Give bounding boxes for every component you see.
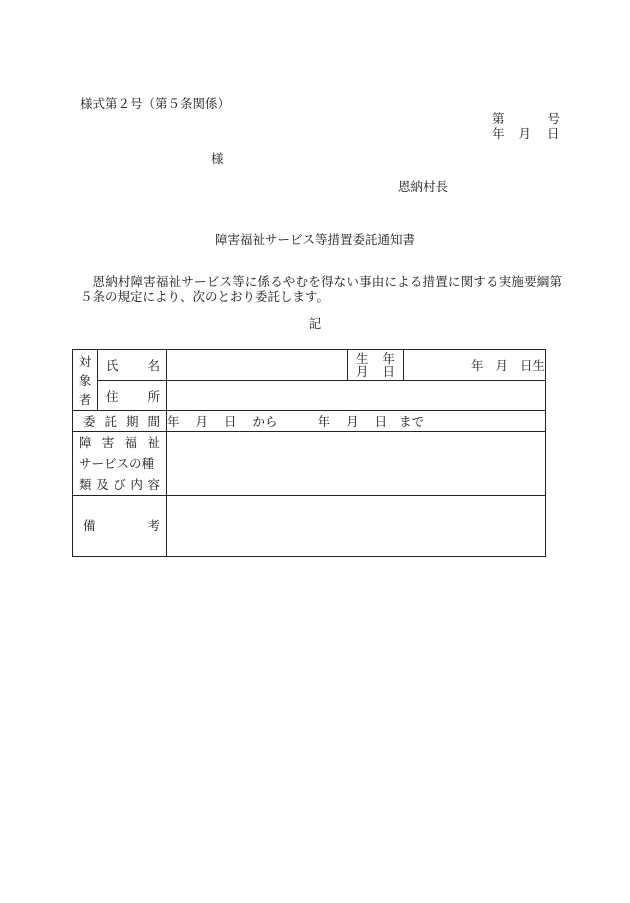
service-label-char: 障 [79, 435, 92, 450]
document-date [492, 128, 560, 141]
period-label-char: 委 [83, 414, 96, 429]
date-month: 月 [518, 126, 532, 141]
period-from: から [252, 414, 278, 429]
service-label-char: 及 [96, 477, 109, 492]
service-label-line2: サービスの種 [79, 456, 155, 471]
service-field[interactable] [167, 432, 546, 496]
service-label-char: 内 [130, 477, 143, 492]
service-row [73, 432, 546, 496]
dob-day: 日生 [519, 358, 545, 373]
period-end-month: 月 [346, 414, 359, 429]
issuer-name: 恩納村長 [398, 179, 449, 194]
service-label-char: 類 [79, 477, 92, 492]
doc-no-prefix: 第 [492, 111, 524, 126]
period-start-month: 月 [195, 414, 209, 429]
remarks-field[interactable] [167, 496, 546, 557]
dob-label-char: 月 [356, 364, 369, 379]
period-end-day: 日 [374, 414, 388, 429]
address-label-char: 所 [147, 388, 160, 404]
period-row [73, 411, 546, 432]
period-label-char: 期 [125, 414, 139, 429]
document-title: 障害福祉サービス等措置委託通知書 [214, 232, 415, 247]
date-year: 年 [492, 126, 505, 141]
period-end-year: 年 [317, 414, 331, 429]
name-label [98, 350, 167, 381]
period-field[interactable] [167, 411, 546, 432]
subject-label [73, 350, 98, 411]
dob-label-char: 日 [382, 364, 395, 379]
address-field[interactable] [167, 381, 546, 411]
period-label [73, 411, 167, 432]
form-number: 様式第２号（第５条関係） [80, 96, 231, 111]
dob-month: 月 [495, 358, 508, 373]
period-label-char: 託 [104, 414, 117, 429]
address-row [73, 381, 546, 411]
name-row [73, 350, 546, 381]
remarks-row [73, 496, 546, 557]
address-label [98, 381, 167, 411]
dob-label [348, 350, 404, 381]
service-label [73, 432, 167, 496]
subject-label-char: 象 [78, 372, 92, 388]
service-label-char: 害 [101, 435, 115, 450]
dob-field[interactable] [404, 350, 546, 381]
doc-no-suffix: 号 [547, 111, 560, 126]
name-label-char: 氏 [106, 358, 119, 373]
service-label-char: 福 [124, 435, 138, 450]
service-label-char: 容 [147, 477, 160, 492]
dob-label-char: 生 [356, 351, 369, 366]
subject-label-char: 対 [78, 353, 92, 369]
details-table [72, 349, 546, 557]
remarks-label-char: 備 [83, 518, 96, 533]
subject-label-char: 者 [78, 391, 92, 407]
address-label-char: 住 [106, 388, 119, 404]
service-label-char: び [113, 477, 126, 492]
date-day: 日 [547, 126, 560, 141]
document-number [492, 113, 560, 126]
period-label-char: 間 [147, 414, 160, 429]
remarks-label [73, 496, 167, 557]
period-until: まで [399, 414, 425, 429]
addressee-suffix: 様 [211, 151, 224, 166]
ki-heading: 記 [308, 316, 322, 331]
name-field[interactable] [167, 350, 348, 381]
name-label-char: 名 [147, 358, 160, 373]
dob-label-char: 年 [382, 351, 395, 366]
dob-year: 年 [470, 358, 484, 373]
remarks-label-char: 考 [147, 518, 160, 533]
body-text: 恩納村障害福祉サービス等に係るやむを得ない事由による措置に関する実施要綱第５条の規定により、次のとおり委託します。 [80, 274, 562, 304]
service-label-char: 祉 [147, 435, 160, 450]
period-start-year: 年 [167, 414, 180, 429]
period-start-day: 日 [224, 414, 237, 429]
